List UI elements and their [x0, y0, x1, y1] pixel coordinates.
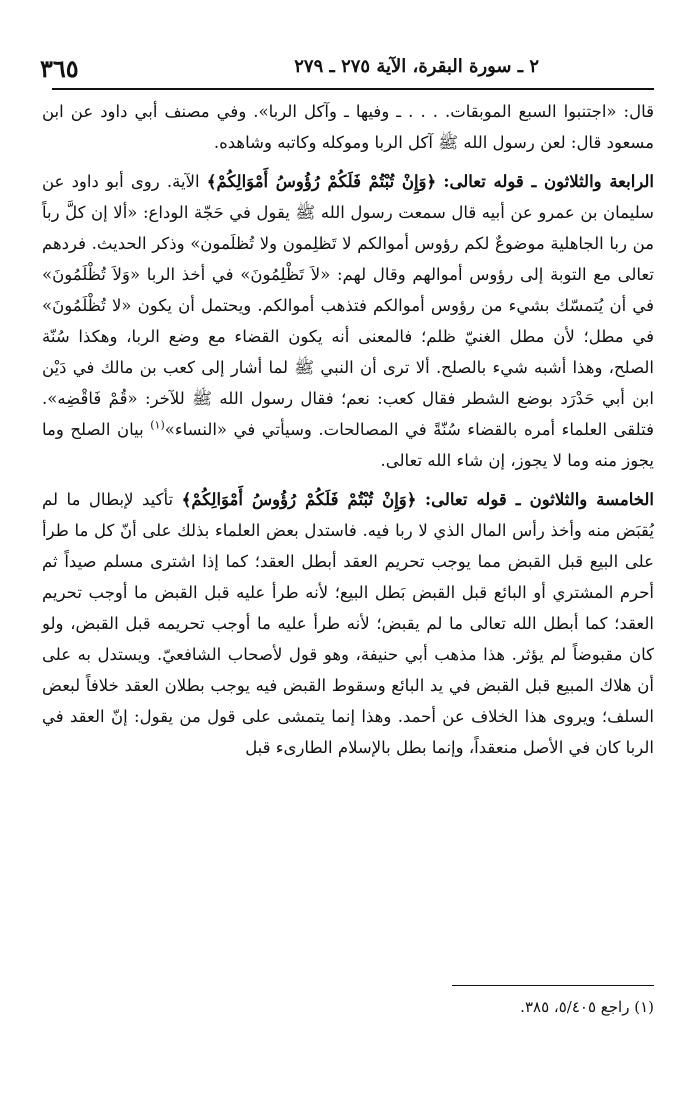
paragraph-3: [42, 484, 654, 763]
paragraph-2-text: الآية. روى أبو داود عن سليمان بن عمرو عن أبيه قال سمعت رسول الله ﷺ يقول في حَجّة الوداع: «ألا إن كلَّ رباً من ربا الجاهلية موضوعٌ لكم رؤوس أموالكم لا تَظلِمون ولا تُظلَمون» وذكر الحديث. فردهم تعالى مع التوبة إلى رؤوس أموالهم وقال لهم: «لاَ تَظْلِمُونَ» في أخذ الربا «وَلاَ تُظْلَمُونَ» في أن يُتمسّك بشيء من رؤوس أموالكم فتذهب أموالكم. ويحتمل أن يكون «لا تُظْلَمُونَ» في مطل؛ لأن مطل الغنيّ ظلم؛ فالمعنى أنه يكون القضاء مع وضع الربا، وهكذا سُنّة الصلح، وهذا أشبه شيء بالصلح. ألا ترى أن النبي ﷺ لما أشار إلى كعب بن مالك في دَيْن ابن أبي حَدْرَد بوضع الشطر فقال كعب: نعم؛ فقال رسول الله ﷺ للآخر: «قُمْ فَاقْضِه». فتلقى العلماء أمره بالقضاء سُنّةً في المصالحات. وسيأتي في «النساء»: [42, 172, 654, 439]
paragraph-1: قال: «اجتنبوا السبع الموبقات. . . . ـ وفيها ـ وآكل الربا». وفي مصنف أبي داود عن ابن مسعود قال: لعن رسول الله ﷺ آكل الربا وموكله وكاتبه وشاهده.: [42, 102, 654, 152]
page-number: ٣٦٥: [40, 54, 79, 83]
section-heading-34: الرابعة والثلاثون ـ قوله تعالى:: [443, 172, 655, 191]
section-heading-35: الخامسة والثلاثون ـ قوله تعالى:: [424, 490, 654, 509]
footnote-ref: (١): [150, 418, 165, 432]
header-divider: [52, 88, 654, 90]
paragraph-3-text: تأكيد لإبطال ما لم يُقبَض منه وأخذ رأس المال الذي لا ربا فيه. فاستدل بعض العلماء بذلك على أنّ كل ما طرأ على البيع قبل القبض مما يوجب تحريم العقد أبطل العقد؛ كما إذا اشترى مسلم صيداً ثم أحرم المشتري أو البائع قبل القبض بَطل البيع؛ لأنه طرأ عليه قبل القبض ما أوجب تحريم العقد؛ كما أبطل الله تعالى ما لم يقبض؛ لأنه طرأ عليه ما أوجب تحريمه قبل القبض، ولو كان مقبوضاً لم يؤثر. هذا مذهب أبي حنيفة، وهو قول لأصحاب الشافعيّ. ويستدل به على أن هلاك المبيع قبل القبض في يد البائع وسقوط القبض فيه يوجب بطلان العقد خلافاً لبعض السلف؛ ويروى هذا الخلاف عن أحمد. وهذا إنما يتمشى على قول من يقول: إنّ العقد في الربا كان في الأصل منعقداً، وإنما بطل بالإسلام الطارىء قبل: [42, 490, 654, 757]
page-header: [40, 52, 654, 92]
quran-quote: ﴿وَإِنْ تُبْتُمْ فَلَكُمْ رُؤُوسُ أَمْوَالِكُمْ﴾: [206, 172, 437, 191]
quran-quote: ﴿وَإِنْ تُبْتُمْ فَلَكُمْ رُؤُوسُ أَمْوَالِكُمْ﴾: [181, 490, 417, 509]
paragraph-2-tail: بيان الصلح وما يجوز منه وما لا يجوز، إن شاء الله تعالى.: [42, 420, 654, 470]
paragraph-2: [42, 166, 654, 476]
main-text: [42, 96, 654, 763]
footnote-divider: [452, 985, 654, 986]
running-header: ٢ ـ سورة البقرة، الآية ٢٧٥ ـ ٢٧٩: [294, 56, 539, 77]
footnote: (١) راجع ٥/٤٠٥، ٣٨٥.: [520, 998, 654, 1016]
